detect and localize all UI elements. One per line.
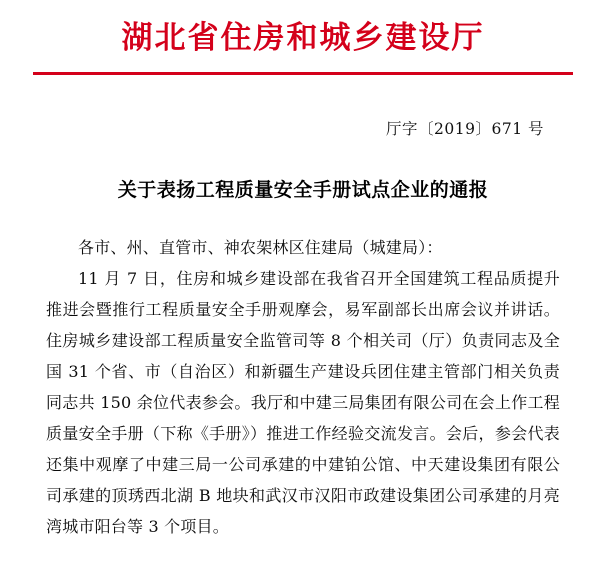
body-paragraph-1: 11 月 7 日，住房和城乡建设部在我省召开全国建筑工程品质提升推进会暨推行工程质量安全手册观摩会，易军副部长出席会议并讲话。住房城乡建设部工程质量安全监管司等 8 个相关司（厅）负责同志及全国 31 个省、市（自治区）和新疆生产建设兵团住建主管部门相关负责同志共 150 余位代表参会。我厅和中建三局集团有限公司在会上作工程质量安全手册（下称《手册》）推进工作经验交流发言。会后，参会代表还集中观摩了中建三局一公司承建的中建铂公馆、中天建设集团有限公司承建的顶琇西北湖 B 地块和武汉市汉阳市政建设集团公司承建的月亮湾城市阳台等 3 个项目。 bbox=[46, 269, 560, 536]
document-number: 厅字〔2019〕671 号 bbox=[386, 120, 544, 138]
document-body bbox=[46, 232, 560, 542]
letterhead bbox=[0, 0, 606, 75]
document-title: 关于表扬工程质量安全手册试点企业的通报 bbox=[117, 179, 489, 201]
letterhead-divider bbox=[33, 72, 573, 75]
addressee-line: 各市、州、直管市、神农架林区住建局（城建局）： bbox=[78, 238, 443, 257]
issuing-organization: 湖北省住房和城乡建设厅 bbox=[121, 20, 485, 56]
